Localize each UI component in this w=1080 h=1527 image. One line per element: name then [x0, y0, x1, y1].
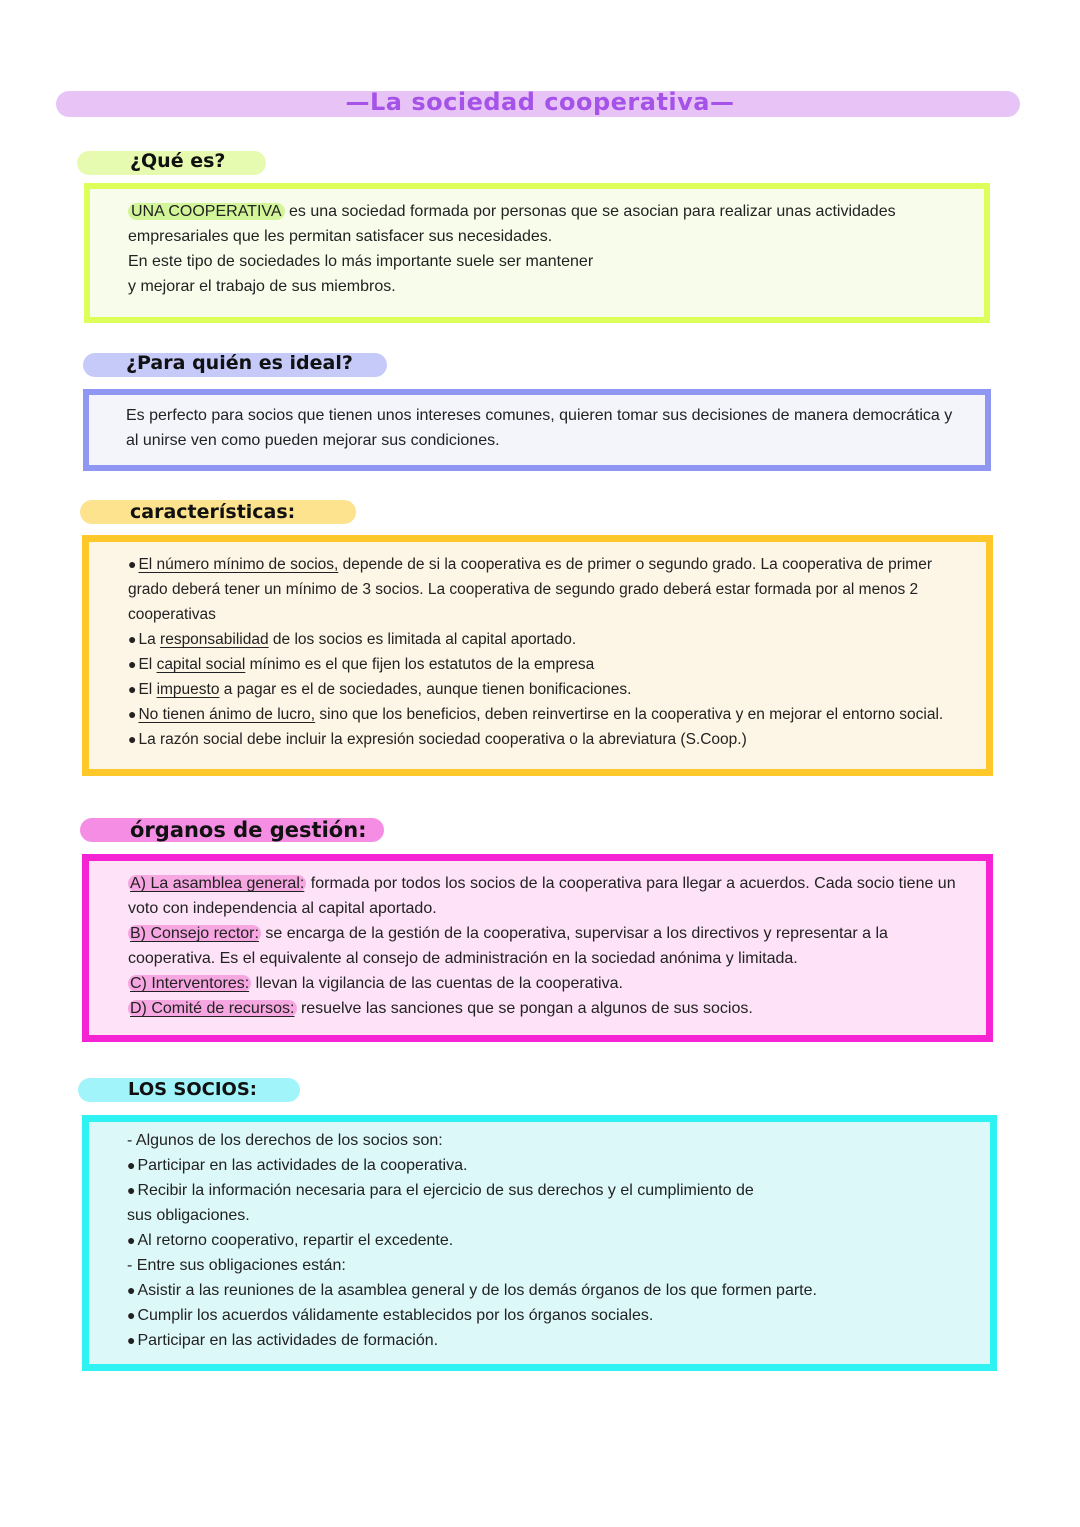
- section-text-para-quien: Es perfecto para socios que tienen unos intereses comunes, quieren tomar sus decisiones de manera democrática y al unirse ven como pueden mejorar sus condiciones.: [126, 407, 953, 449]
- page-title: —La sociedad cooperativa—: [345, 88, 735, 116]
- label-interventores: C) Interventores:: [130, 975, 250, 992]
- section-text-que-es: UNA COOPERATIVA es una sociedad formada por personas que se asocian para realizar unas actividades empresariales que les permitan satisfacer sus necesidades. En este tipo de sociedades lo más importante suele ser mantener y mejorar el trabajo de sus miembros.: [128, 203, 896, 295]
- section-heading-socios: LOS SOCIOS:: [128, 1079, 257, 1100]
- section-text-socios: - Algunos de los derechos de los socios son: ● Participar en las actividades de la cooperativa. ● Recibir la información necesaria para el ejercicio de sus derechos y el cumplimiento de sus obligaciones. ● Al retorno cooperativo, repartir el excedente. - Entre sus obligaciones están: ● Asistir a las reuniones de la asamblea general y de los demás órganos de los que formen parte. ● Cumplir los acuerdos válidamente establecidos por los órganos sociales. ● Participar en las actividades de formación.: [127, 1132, 817, 1349]
- section-heading-organos: órganos de gestión:: [130, 818, 367, 842]
- label-consejo-rector: B) Consejo rector:: [130, 925, 259, 942]
- label-comite-recursos: D) Comité de recursos:: [130, 1000, 295, 1017]
- section-text-organos: A) La asamblea general: formada por todos los socios de la cooperativa para llegar a acuerdos. Cada socio tiene un voto con independencia al capital aportado. B) Consejo rector: se encarga de la gestión de la cooperativa, supervisar a los directivos y representar a la cooperativa. Es el equivalente al consejo de administración en la sociedad anónima y limitada. C) Interventores: llevan la vigilancia de las cuentas de la cooperativa. D) Comité de recursos: resuelve las sanciones que se pongan a algunos de sus socios.: [128, 875, 956, 1017]
- label-asamblea-general: A) La asamblea general:: [130, 875, 305, 892]
- section-heading-para-quien: ¿Para quién es ideal?: [126, 352, 353, 374]
- section-text-caracteristicas: ● El número mínimo de socios, depende de si la cooperativa es de primer o segundo grado. La cooperativa de primer grado deberá tener un mínimo de 3 socios. La cooperativa de segundo grado deberá estar formada por al menos 2 cooperativas ● La responsabilidad de los socios es limitada al capital aportado. ● El capital social mínimo es el que fijen los estatutos de la empresa ● El impuesto a pagar es el de sociedades, aunque tienen bonificaciones. ● No tienen ánimo de lucro, sino que los beneficios, deben reinvertirse en la cooperativa y en mejorar el entorno social. ● La razón social debe incluir la expresión sociedad cooperativa o la abreviatura (S.Coop.): [128, 556, 944, 748]
- section-heading-caracteristicas: características:: [130, 501, 296, 523]
- section-heading-que-es: ¿Qué es?: [130, 150, 226, 172]
- highlight-cooperativa: UNA COOPERATIVA: [128, 203, 285, 220]
